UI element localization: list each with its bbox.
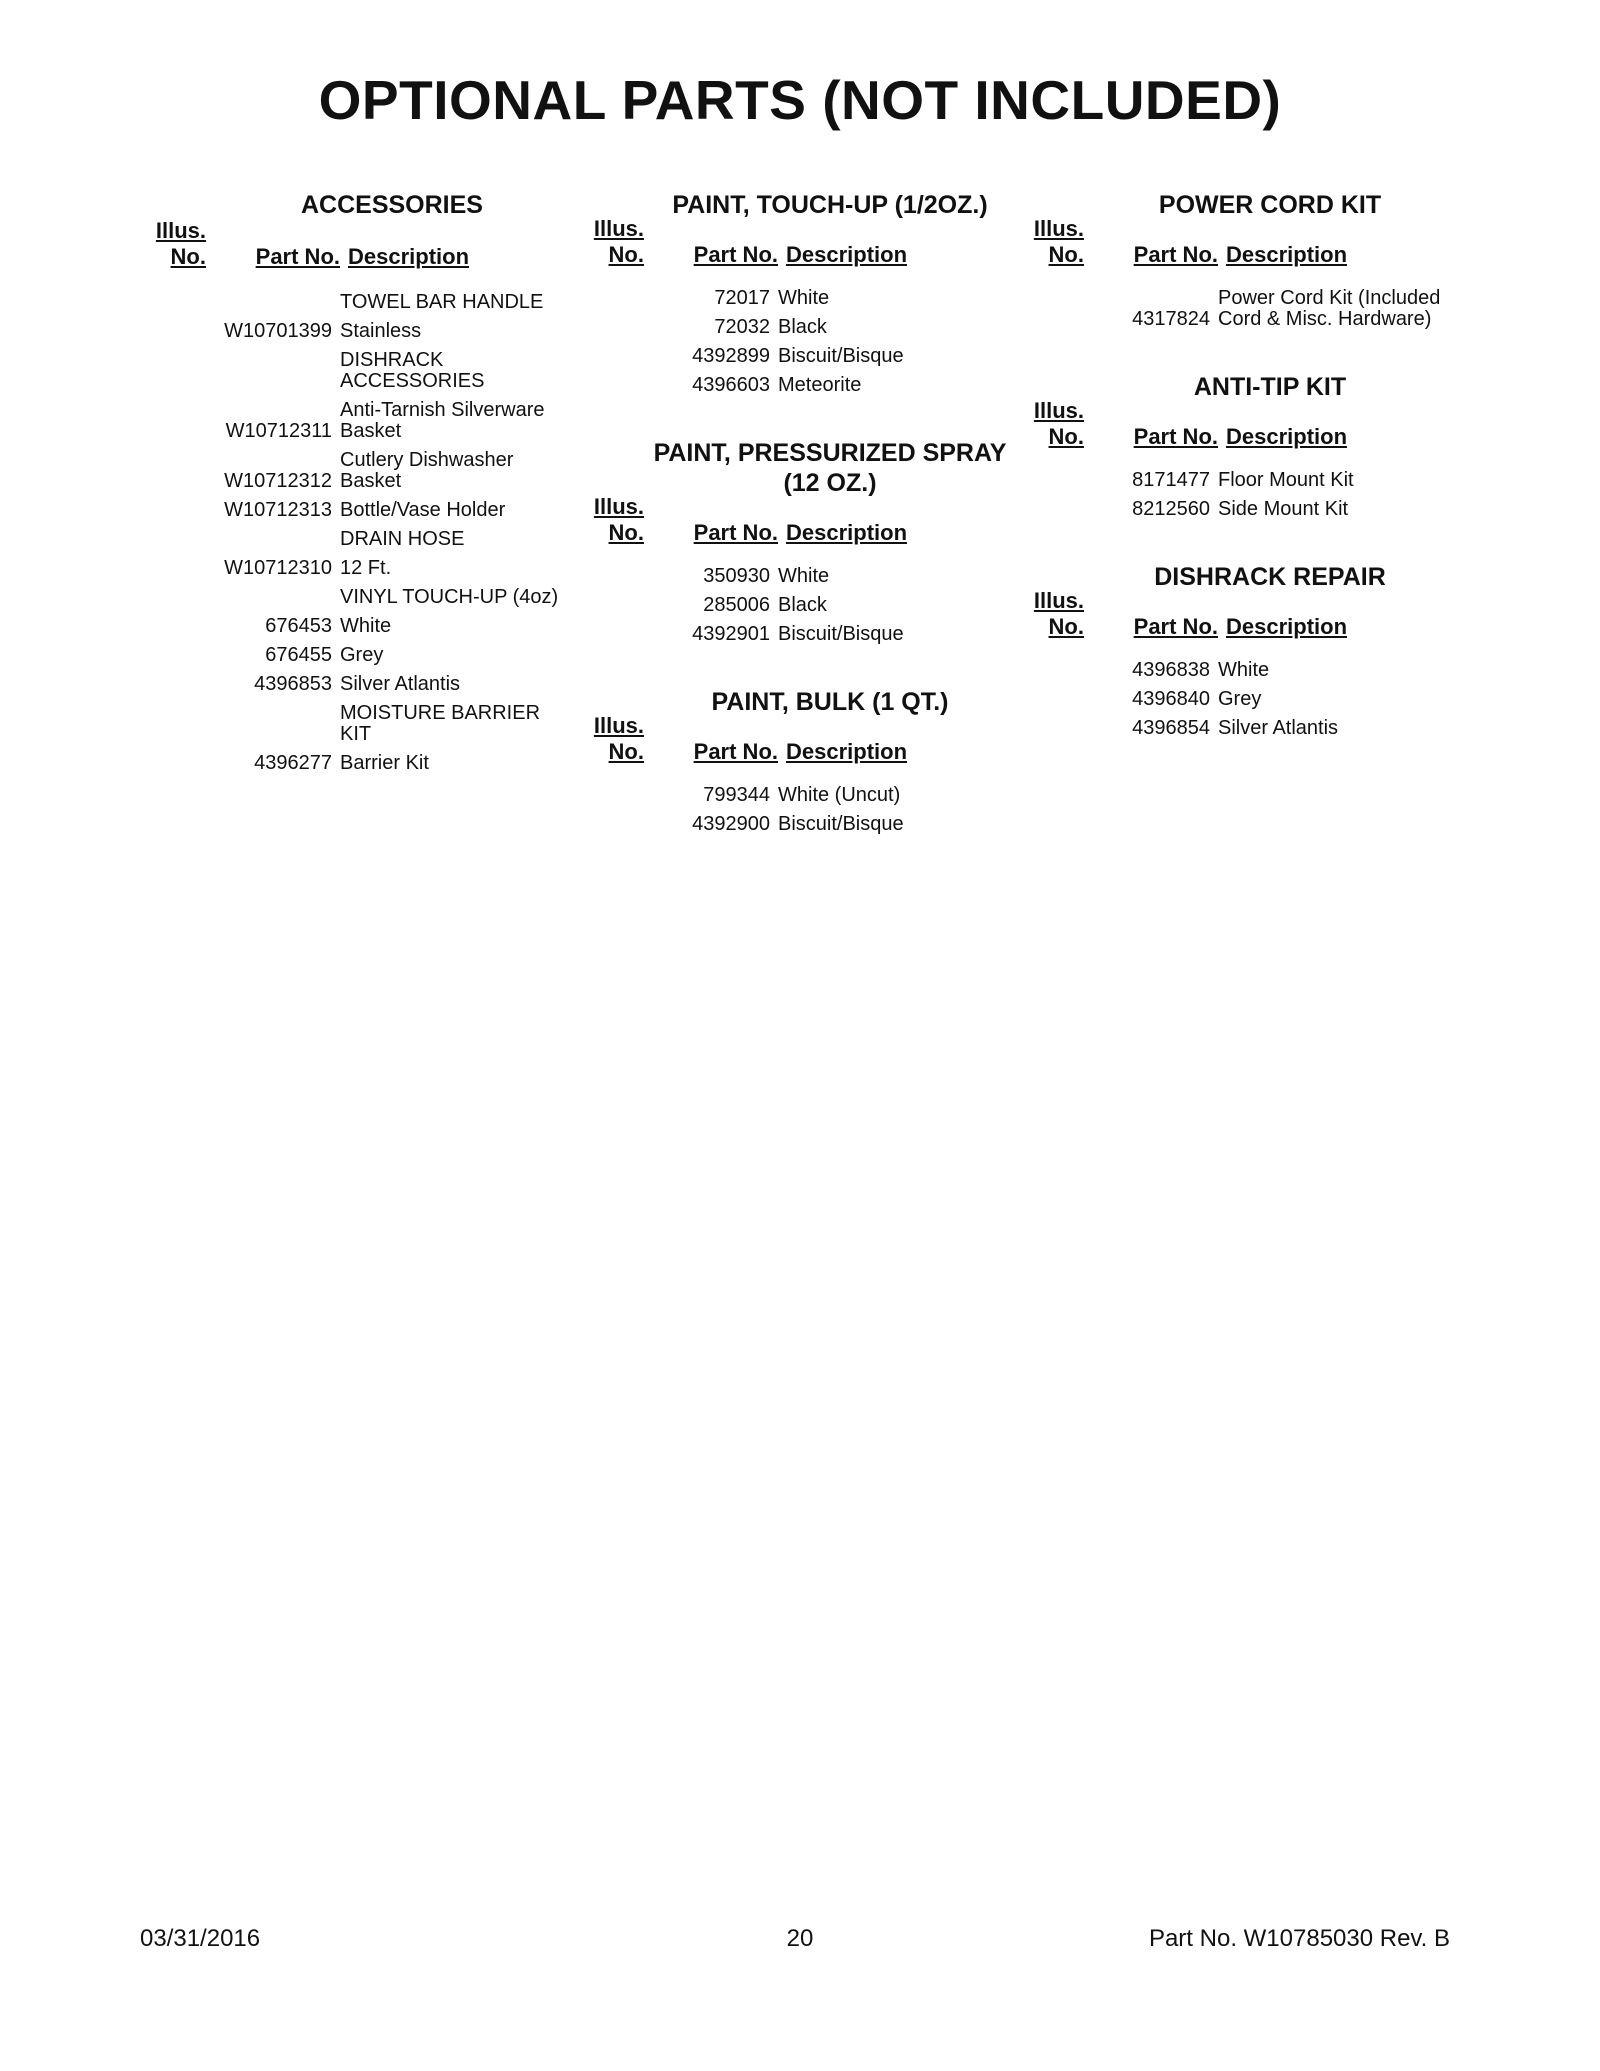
part-description: Stainless: [340, 320, 422, 342]
section-title: PAINT, BULK (1 QT.): [711, 688, 949, 716]
part-number: W10712310: [224, 557, 332, 579]
no-label: No.: [1048, 424, 1084, 449]
part-number: 799344: [703, 784, 770, 806]
part-number: 72017: [714, 287, 770, 309]
part-description: Grey: [1218, 688, 1262, 710]
part-row: [152, 400, 572, 442]
description-header: Description: [348, 244, 470, 269]
parts-list: [1030, 456, 1450, 520]
column-headers: [590, 216, 1010, 274]
part-row: [1030, 718, 1450, 739]
part-row: [152, 500, 572, 521]
footer-date: 03/31/2016: [140, 1925, 261, 1952]
section-title: ANTI-TIP KIT: [1193, 373, 1347, 401]
illus-no-header: [590, 713, 644, 765]
part-description: White (Uncut): [778, 784, 901, 806]
part-row: [590, 375, 1010, 396]
part-row: [1030, 499, 1450, 520]
parts-list: [590, 552, 1010, 645]
section-anti-tip: [1030, 372, 1450, 520]
part-description: Silver Atlantis: [1218, 717, 1339, 739]
page-title: OPTIONAL PARTS (NOT INCLUDED): [318, 69, 1282, 131]
column-paint: [590, 190, 1010, 877]
part-description: Floor Mount Kit: [1218, 469, 1354, 491]
illus-label: Illus.: [155, 218, 206, 243]
part-description: 12 Ft.: [340, 557, 392, 579]
illus-no-header: [1030, 398, 1084, 450]
part-description: Bottle/Vase Holder: [340, 499, 506, 521]
part-number: W10712311: [225, 420, 332, 442]
part-row: [152, 645, 572, 666]
part-number: 350930: [703, 565, 770, 587]
part-row: [590, 814, 1010, 835]
part-row: [1030, 470, 1450, 491]
part-row: [152, 753, 572, 774]
part-number: 4396603: [692, 374, 770, 396]
part-row: [152, 616, 572, 637]
part-description: Black: [778, 316, 827, 338]
parts-list: [590, 771, 1010, 835]
illus-label: Illus.: [1033, 588, 1084, 613]
part-description: White: [340, 615, 392, 637]
column-headers: [1030, 588, 1450, 646]
section-title: PAINT, PRESSURIZED SPRAY (12 OZ.): [653, 439, 1007, 497]
section-title: DISHRACK REPAIR: [1154, 563, 1386, 591]
part-description: Anti-Tarnish Silverware Basket: [340, 399, 545, 442]
no-label: No.: [1048, 242, 1084, 267]
column-headers: [590, 713, 1010, 771]
parts-list: [152, 278, 572, 774]
part-row: [590, 566, 1010, 587]
part-row: [1030, 689, 1450, 710]
part-row: [590, 346, 1010, 367]
part-description: Side Mount Kit: [1218, 498, 1349, 520]
section-power-cord: [1030, 190, 1450, 330]
part-no-header: Part No.: [693, 739, 778, 764]
illus-label: Illus.: [593, 494, 644, 519]
illus-no-header: [152, 218, 206, 270]
illus-label: Illus.: [593, 713, 644, 738]
part-row: [152, 350, 572, 392]
part-number: 4396840: [1132, 688, 1210, 710]
part-description: Silver Atlantis: [340, 673, 461, 695]
column-headers: [1030, 398, 1450, 456]
column-headers: [1030, 216, 1450, 274]
column-accessories: [152, 190, 572, 816]
part-number: 676455: [265, 644, 332, 666]
part-number: 4396854: [1132, 717, 1210, 739]
part-row: [590, 624, 1010, 645]
part-number: 4396853: [254, 673, 332, 695]
description-header: Description: [786, 739, 908, 764]
part-description: Power Cord Kit (Included Cord & Misc. Hardware): [1218, 287, 1441, 330]
part-description: Biscuit/Bisque: [778, 813, 904, 835]
part-number: 8212560: [1132, 498, 1210, 520]
part-row: [590, 785, 1010, 806]
part-row: [590, 595, 1010, 616]
column-kits: [1030, 190, 1450, 781]
part-row: [152, 558, 572, 579]
part-number: 676453: [265, 615, 332, 637]
part-row: [1030, 660, 1450, 681]
section-paint-spray: [590, 438, 1010, 645]
illus-label: Illus.: [1033, 216, 1084, 241]
part-number: 4392899: [692, 345, 770, 367]
part-number: 4317824: [1132, 308, 1210, 330]
part-description: Barrier Kit: [340, 752, 429, 774]
footer-page-number: 20: [786, 1925, 814, 1952]
section-paint-touchup: [590, 190, 1010, 396]
part-number: 72032: [714, 316, 770, 338]
description-header: Description: [786, 520, 908, 545]
section-dishrack-repair: [1030, 562, 1450, 739]
illus-label: Illus.: [593, 216, 644, 241]
part-description: Meteorite: [778, 374, 862, 396]
part-row: [590, 288, 1010, 309]
part-no-header: Part No.: [693, 242, 778, 267]
section-accessories: [152, 190, 572, 774]
column-headers: [152, 220, 572, 278]
part-row: [1030, 288, 1450, 330]
part-row: [590, 317, 1010, 338]
part-number: W10701399: [224, 320, 332, 342]
description-header: Description: [1226, 614, 1348, 639]
part-row: [152, 587, 572, 608]
no-label: No.: [608, 242, 644, 267]
part-number: 4392901: [692, 623, 770, 645]
part-description: Cutlery Dishwasher Basket: [340, 449, 514, 492]
part-row: [152, 529, 572, 550]
part-row: [152, 321, 572, 342]
parts-list: [1030, 646, 1450, 739]
part-row: [152, 450, 572, 492]
part-description: MOISTURE BARRIER KIT: [340, 702, 541, 745]
section-title: POWER CORD KIT: [1158, 191, 1382, 219]
parts-list: [1030, 274, 1450, 330]
footer-part-number: Part No. W10785030 Rev. B: [1148, 1925, 1450, 1952]
part-description: Black: [778, 594, 827, 616]
no-label: No.: [170, 244, 206, 269]
part-number: W10712313: [224, 499, 332, 521]
part-no-header: Part No.: [1133, 614, 1218, 639]
section-title: PAINT, TOUCH-UP (1/2OZ.): [672, 191, 988, 219]
part-description: Biscuit/Bisque: [778, 345, 904, 367]
part-description: VINYL TOUCH-UP (4oz): [340, 586, 559, 608]
section-title: ACCESSORIES: [301, 191, 483, 219]
part-description: Grey: [340, 644, 384, 666]
part-row: [152, 674, 572, 695]
part-description: White: [778, 287, 830, 309]
part-row: [152, 292, 572, 313]
part-no-header: Part No.: [1133, 424, 1218, 449]
part-number: 285006: [703, 594, 770, 616]
illus-label: Illus.: [1033, 398, 1084, 423]
part-description: DRAIN HOSE: [340, 528, 465, 550]
no-label: No.: [608, 739, 644, 764]
description-header: Description: [1226, 242, 1348, 267]
part-row: [152, 703, 572, 745]
part-no-header: Part No.: [255, 244, 340, 269]
part-number: 4396838: [1132, 659, 1210, 681]
parts-list: [590, 274, 1010, 396]
part-description: White: [778, 565, 830, 587]
part-description: White: [1218, 659, 1270, 681]
part-no-header: Part No.: [1133, 242, 1218, 267]
part-number: 8171477: [1132, 469, 1210, 491]
description-header: Description: [786, 242, 908, 267]
part-description: DISHRACK ACCESSORIES: [340, 349, 485, 392]
description-header: Description: [1226, 424, 1348, 449]
column-headers: [590, 494, 1010, 552]
no-label: No.: [1048, 614, 1084, 639]
part-number: 4392900: [692, 813, 770, 835]
no-label: No.: [608, 520, 644, 545]
part-number: 4396277: [254, 752, 332, 774]
section-paint-bulk: [590, 687, 1010, 835]
illus-no-header: [1030, 588, 1084, 640]
part-number: W10712312: [224, 470, 332, 492]
part-description: TOWEL BAR HANDLE: [340, 291, 544, 313]
part-no-header: Part No.: [693, 520, 778, 545]
illus-no-header: [1030, 216, 1084, 268]
illus-no-header: [590, 216, 644, 268]
part-description: Biscuit/Bisque: [778, 623, 904, 645]
illus-no-header: [590, 494, 644, 546]
